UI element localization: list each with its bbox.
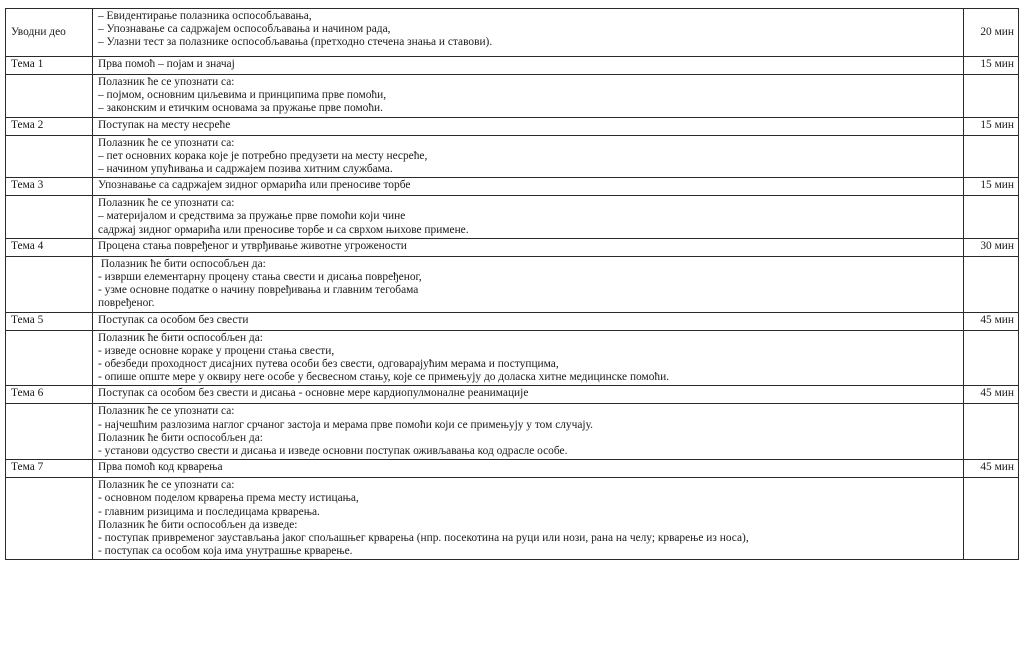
curriculum-table [5, 8, 1019, 560]
empty-time-cell [964, 330, 1019, 386]
topic-label: Тема 4 [6, 238, 93, 256]
empty-time-cell [964, 404, 1019, 460]
intro-time: 20 мин [964, 9, 1019, 57]
topic-label: Тема 5 [6, 312, 93, 330]
topic-header-row [6, 460, 1019, 478]
topic-label: Тема 1 [6, 57, 93, 75]
topic-header-row [6, 238, 1019, 256]
topic-title: Поступак са особом без свести [93, 312, 964, 330]
description-line: Полазник ће се упознати са: [98, 136, 235, 149]
description-line: Полазник ће се упознати са: [98, 197, 235, 210]
topic-header-row [6, 386, 1019, 404]
empty-label-cell [6, 135, 93, 178]
topic-description [93, 196, 964, 239]
topic-label: Тема 7 [6, 460, 93, 478]
topic-label: Тема 6 [6, 386, 93, 404]
description-line: Полазник ће се упознати са: [98, 405, 235, 418]
topic-title: Процена стања повређеног и утврђивање животне угрожености [93, 238, 964, 256]
topic-duration: 15 мин [964, 117, 1019, 135]
description-line: Полазник ће се упознати са: [98, 479, 235, 492]
description-line: - најчешћим разлозима наглог срчаног застоја и мерама прве помоћи који се примењују у том случају. [98, 418, 593, 431]
empty-label-cell [6, 256, 93, 312]
description-line: – пет основних корака које је потребно предузети на месту несреће, [98, 149, 428, 162]
empty-time-cell [964, 256, 1019, 312]
topic-details-row [6, 478, 1019, 560]
topic-header-row [6, 178, 1019, 196]
topic-details-row [6, 135, 1019, 178]
topic-duration: 15 мин [964, 178, 1019, 196]
description-line: Полазник ће бити оспособљен да изведе: [98, 518, 298, 531]
topic-details-row [6, 196, 1019, 239]
topic-title: Поступак са особом без свести и дисања - основне мере кардиопулмоналне реанимације [93, 386, 964, 404]
intro-line: – Улазни тест за полазнике оспособљавања (претходно стечена знања и ставови). [98, 36, 493, 49]
description-line: - изврши елементарну процену стања свести и дисања повређеног, [98, 271, 422, 284]
topic-duration: 45 мин [964, 460, 1019, 478]
empty-time-cell [964, 75, 1019, 118]
intro-line: – Евидентирање полазника оспособљавања, [98, 10, 312, 22]
description-line: Полазник ће бити оспособљен да: [98, 257, 266, 270]
topic-title: Прва помоћ – појам и значај [93, 57, 964, 75]
topic-header-row [6, 57, 1019, 75]
topic-label: Тема 2 [6, 117, 93, 135]
description-line: – начином упућивања и садржајем позива хитним службама. [98, 163, 393, 176]
topic-duration: 45 мин [964, 386, 1019, 404]
description-line: - установи одсуство свести и дисања и изведе основни поступак оживљавања код одрасле особе. [98, 445, 568, 458]
empty-label-cell [6, 196, 93, 239]
topic-header-row [6, 312, 1019, 330]
intro-line: – Упознавање са садржајем оспособљавања и начином рада, [98, 23, 391, 36]
topic-description [93, 404, 964, 460]
description-line: Полазник ће бити оспособљен да: [98, 331, 263, 344]
description-line: – појмом, основним циљевима и принципима прве помоћи, [98, 89, 387, 102]
empty-label-cell [6, 75, 93, 118]
empty-time-cell [964, 478, 1019, 560]
description-line: Полазник ће бити оспособљен да: [98, 431, 263, 444]
description-line: Полазник ће се упознати са: [98, 76, 235, 88]
empty-time-cell [964, 196, 1019, 239]
topic-description [93, 256, 964, 312]
description-line: – материјалом и средствима за пружање прве помоћи који чине [98, 210, 406, 223]
topic-description [93, 478, 964, 560]
topic-duration: 45 мин [964, 312, 1019, 330]
empty-label-cell [6, 478, 93, 560]
topic-description [93, 330, 964, 386]
intro-content [93, 9, 964, 57]
topic-details-row [6, 404, 1019, 460]
topic-title: Поступак на месту несреће [93, 117, 964, 135]
description-line: – законским и етичким основама за пружање прве помоћи. [98, 102, 383, 115]
description-line: - изведе основне кораке у процени стања свести, [98, 344, 335, 357]
topic-description [93, 135, 964, 178]
description-line: - поступак са особом која има унутрашње крварење. [98, 545, 353, 558]
description-line: садржај зидног ормарића или преносиве торбе и са сврхом њихове примене. [98, 223, 469, 236]
empty-label-cell [6, 404, 93, 460]
description-line: - основном поделом крварења према месту истицања, [98, 492, 359, 505]
description-line: - обезбеди проходност дисајних путева особи без свести, одговарајућим мерама и поступцима, [98, 358, 559, 371]
topic-label: Тема 3 [6, 178, 93, 196]
topic-details-row [6, 256, 1019, 312]
description-line: повређеног. [98, 297, 155, 310]
description-line: - главним ризицима и последицама крварења. [98, 505, 320, 518]
empty-label-cell [6, 330, 93, 386]
topic-duration: 15 мин [964, 57, 1019, 75]
topic-duration: 30 мин [964, 238, 1019, 256]
topic-details-row [6, 330, 1019, 386]
topic-title: Прва помоћ код крварења [93, 460, 964, 478]
description-line: - поступак привременог заустављања јаког спољашњег крварења (нпр. посекотина на руци или нози, рана на челу; крварење из носа), [98, 532, 749, 545]
description-line: - узме основне податке о начину повређивања и главним тегобама [98, 284, 419, 297]
empty-time-cell [964, 135, 1019, 178]
topic-details-row [6, 75, 1019, 118]
description-line: - опише опште мере у оквиру неге особе у бесвесном стању, које се примењују до доласка хитне медицинске помоћи. [98, 371, 670, 384]
topic-header-row [6, 117, 1019, 135]
topic-description [93, 75, 964, 118]
topic-title: Упознавање са садржајем зидног ормарића или преносиве торбе [93, 178, 964, 196]
intro-row [6, 9, 1019, 57]
intro-label: Уводни део [6, 9, 93, 57]
